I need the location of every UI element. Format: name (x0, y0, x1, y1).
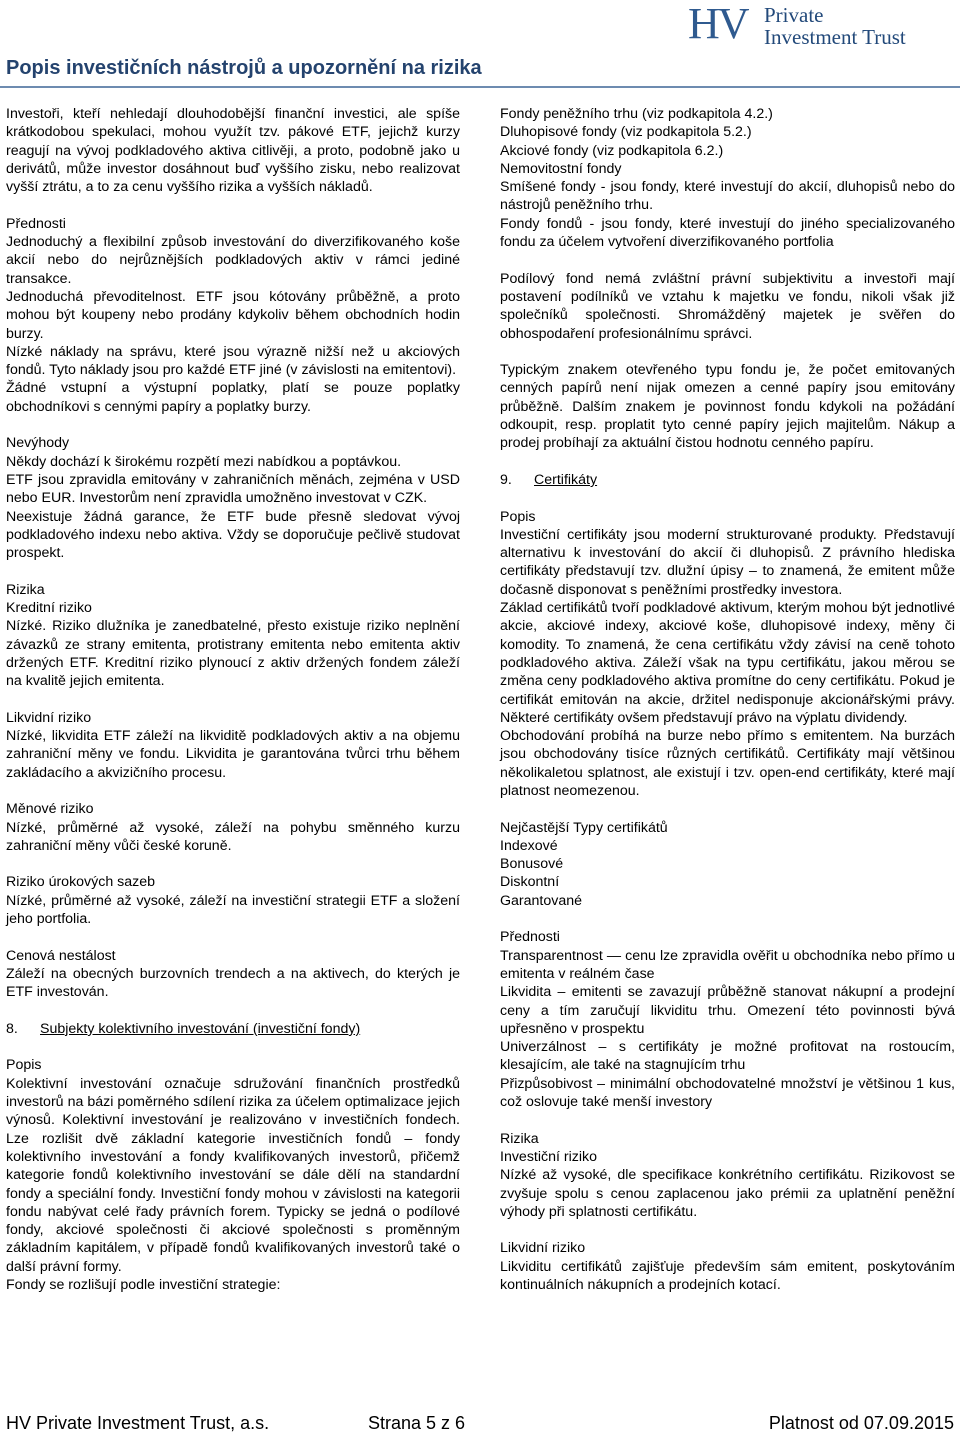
likvidni-riziko-text: Likviditu certifikátů zajišťuje především sám emitent, poskytováním kontinuálních nákupních a prodejních kotací. (500, 1258, 955, 1293)
popis-heading: Popis (6, 1057, 42, 1074)
cenova-nestalost-heading: Cenová nestálost (6, 947, 116, 964)
podilovy-fond-text: Podílový fond nemá zvláštní právní subjektivitu a investoři mají postavení podílníků ve vztahu k majetku ve fondu, nikoli však již společníků společnosti. Shromážděný majetek je svěřen do obhospodaření profesionálnímu správci. (500, 270, 955, 342)
menove-riziko-heading: Měnové riziko (6, 801, 94, 818)
rizika-heading: Rizika (500, 1130, 539, 1147)
prednosti-item: Jednoduchý a flexibilní způsob investování do diverzifikovaného koše akcií nebo do nejrůznějších podkladových aktiv v rámci jediné transakce. (6, 234, 460, 287)
investicni-riziko-heading: Investiční riziko (500, 1148, 597, 1165)
page-footer (6, 1412, 954, 1434)
fund-type-item: Fondy peněžního trhu (viz podkapitola 4.2.) (500, 106, 773, 122)
likvidni-riziko-text: Nízké, likvidita ETF záleží na likviditě podkladových aktiv a na objemu zahraniční měny ve fondu. Likvidita je garantována tvůrci trhu během zakládacího a akvizičního procesu. (6, 728, 460, 781)
cenova-nestalost-text: Záleží na obecných burzovních trendech a na aktivech, do kterých je ETF investován. (6, 965, 460, 1001)
likvidni-riziko-heading: Likvidní riziko (500, 1240, 586, 1257)
nevyhody-item: ETF jsou zpravidla emitovány v zahraničních měnách, zejména v USD nebo EUR. Investorům není zpravidla umožněno investovat v CZK. (6, 471, 460, 507)
section-9-heading (500, 471, 955, 489)
urokove-riziko-heading: Riziko úrokových sazeb (6, 874, 156, 891)
intro-paragraph: Investoři, kteří nehledají dlouhodobější finanční investici, ale spíše krátkodobou spekulaci, mohou využít tzv. pákové ETF, jejichž kurzy reagují na vývoj podkladového aktiva citlivěji, a proto, podobně jako u derivátů, může investor dosáhnout buď vyššího zisku, nebo realizovat vyšší ztrátu, a to za cenu vyššího rizika a vyšších nákladů. (6, 106, 460, 196)
section-title: Subjekty kolektivního investování (investiční fondy) (40, 1020, 361, 1037)
page-title: Popis investičních nástrojů a upozornění na rizika (6, 57, 482, 79)
kreditni-riziko-text: Nízké. Riziko dlužníka je zanedbatelné, přesto existuje riziko neplnění závazků ze strany emitenta, protistrany emitenta nebo emitenta aktiv držených ETF. Kreditní riziko plynoucí z aktiv držených fondem záleží na kvalitě jejich emitenta. (6, 618, 460, 690)
otevreny-fond-text: Typickým znakem otevřeného typu fondu je, že počet emitovaných cenných papírů není nijak omezen a cenné papíry jsou emitovány průběžně. Dalším znakem je povinnost fondu kdykoli na požádání odkoupit, resp. proplatit tyto cenné papíry jejich majitelům. Nákup a prodej probíhají za aktuální čistou hodnotu cenného papíru. (500, 362, 955, 452)
popis-text: Základ certifikátů tvoří podkladové aktivum, kterým mohou být jednotlivé akcie, akciové indexy, akciové koše, dluhopisové indexy, měny či komodity. To znamená, že cena certifikátu vždy závisí na ceně tohoto podkladového aktiva. Záleží však na typu certifikátu, jakou měrou se změna ceny podkladového aktiva promítne do ceny certifikátu. Pokud je certifikát emitován na akcie, držitel nedisponuje akcionářskými právy. Některé certifikáty ovšem představují právo na výplatu dividendy. (500, 600, 955, 726)
prednosti-item: Nízké náklady na správu, které jsou výrazně nižší než u akciových fondů. Tyto náklady jsou pro každé ETF jiné (v závislosti na emitentovi). (6, 343, 460, 379)
popis-heading: Popis (500, 508, 536, 525)
logo-mark: HV (688, 0, 748, 48)
popis-text: Kolektivní investování označuje sdružování finančních prostředků investorů na bázi poměrného sdílení rizika za účelem optimalizace jejich výnosů. Kolektivní investování je realizováno v investičních fondech. Lze rozlišit dvě základní kategorie investičních fondů – fondy kolektivního investování a fondy kvalifikovaných investorů, přičemž kategorie fondů kolektivního investování se dále dělí na standardní fondy a speciální fondy. Investiční fondy mohou v závislosti na kategorii fondu nabývat celé řady právních forem. Typicky se jedná o podílové fondy, akciové společnosti či akciové společnosti s proměnným základním kapitálem, v případě fondů kvalifikovaných investorů také o další právní formy. (6, 1075, 460, 1275)
typ-certifikatu-item: Garantované (500, 892, 583, 909)
prednosti-item: Žádné vstupní a výstupní poplatky, platí se pouze poplatky obchodníkovi s cennými papíry a poplatky burzy. (6, 380, 460, 415)
nevyhody-heading: Nevýhody (6, 435, 70, 452)
prednosti-heading: Přednosti (500, 929, 560, 946)
prednosti-item: Likvidita – emitenti se zavazují průběžně stanovat nákupní a prodejní ceny a tím zaručují likviditu trhu. Omezení této povinnosti bývá upřesněno v prospektu (500, 984, 955, 1037)
fund-type-item: Akciové fondy (viz podkapitola 6.2.) (500, 142, 724, 159)
kreditni-riziko-heading: Kreditní riziko (6, 600, 92, 617)
footer-company: HV Private Investment Trust, a.s. (6, 1413, 270, 1433)
popis-text: Investiční certifikáty jsou moderní strukturované produkty. Představují alternativu k investování do akcií či dluhopisů. Z právního hlediska certifikáty představují tzv. dlužní úpisy – to znamená, že emitent může dočasně disponovat s peněžními prostředky investora. (500, 526, 955, 598)
prednosti-item: Přizpůsobivost – minimální obchodovatelné množství je většinou 1 kus, což oslovuje také menší investory (500, 1075, 955, 1111)
strategie-line: Fondy se rozlišují podle investiční strategie: (6, 1277, 281, 1293)
logo (688, 0, 948, 49)
prednosti-heading: Přednosti (6, 215, 66, 232)
section-number: 9. (500, 471, 512, 488)
left-column (6, 105, 460, 1294)
logo-line-1: Private (764, 3, 824, 27)
title-divider (0, 86, 960, 88)
likvidni-riziko-heading: Likvidní riziko (6, 709, 92, 726)
typ-certifikatu-item: Indexové (500, 837, 558, 854)
typy-certifikatu-heading: Nejčastější Typy certifikátů (500, 819, 668, 836)
logo-line-2: Investment Trust (764, 25, 906, 49)
prednosti-item: Univerzálnost – s certifikáty je možné profitovat na rostoucím, klesajícím, ale také na stagnujícím trhu (500, 1039, 955, 1074)
investicni-riziko-text: Nízké až vysoké, dle specifikace konkrétního certifikátu. Rizikovost se zvyšuje spolu s cenou zaplacenou jako prémii za uplatnění peněžní výhody při splatnosti certifikátu. (500, 1167, 955, 1220)
fund-type-item: Dluhopisové fondy (viz podkapitola 5.2.) (500, 124, 752, 141)
right-column (500, 105, 955, 1294)
footer-page-number: Strana 5 z 6 (368, 1413, 466, 1433)
popis-text: Obchodování probíhá na burze nebo přímo s emitentem. Na burzách jsou obchodovány tisíce různých certifikátů. Certifikáty mají většinou několikaletou splatnost, ale existují i tzv. open-end certifikáty, které mají platnost neomezenou. (500, 728, 955, 799)
urokove-riziko-text: Nízké, průměrné až vysoké, záleží na investiční strategii ETF a složení jeho portfolia. (6, 892, 460, 928)
prednosti-item: Jednoduchá převoditelnost. ETF jsou kótovány průběžně, a proto mohou být koupeny nebo prodány kdykoliv během obchodních hodin burzy. (6, 288, 460, 342)
prednosti-item: Transparentnost — cenu lze zpravidla ověřit u obchodníka nebo přímo u emitenta v reálném čase (500, 947, 955, 982)
typ-certifikatu-item: Diskontní (500, 874, 560, 891)
section-8-heading (6, 1020, 460, 1038)
menove-riziko-text: Nízké, průměrné až vysoké, záleží na pohybu směnného kurzu zahraniční měny vůči české koruně. (6, 819, 460, 854)
fund-type-item: Fondy fondů - jsou fondy, které investují do jiného specializovaného fondu za účelem vytvoření diverzifikovaného portfolia (500, 215, 955, 251)
section-title: Certifikáty (534, 471, 598, 488)
typ-certifikatu-item: Bonusové (500, 856, 564, 873)
rizika-heading: Rizika (6, 581, 45, 598)
section-number: 8. (6, 1020, 18, 1037)
fund-type-item: Smíšené fondy - jsou fondy, které investují do akcií, dluhopisů nebo do nástrojů peněžního trhu. (500, 179, 955, 214)
nevyhody-item: Neexistuje žádná garance, že ETF bude přesně sledovat vývoj podkladového indexu nebo aktiva. Vždy se doporučuje pečlivě studovat prospekt. (6, 508, 460, 562)
fund-type-item: Nemovitostní fondy (500, 160, 622, 177)
footer-valid-date: Platnost od 07.09.2015 (768, 1413, 954, 1433)
nevyhody-item: Někdy dochází k širokému rozpětí mezi nabídkou a poptávkou. (6, 453, 402, 470)
